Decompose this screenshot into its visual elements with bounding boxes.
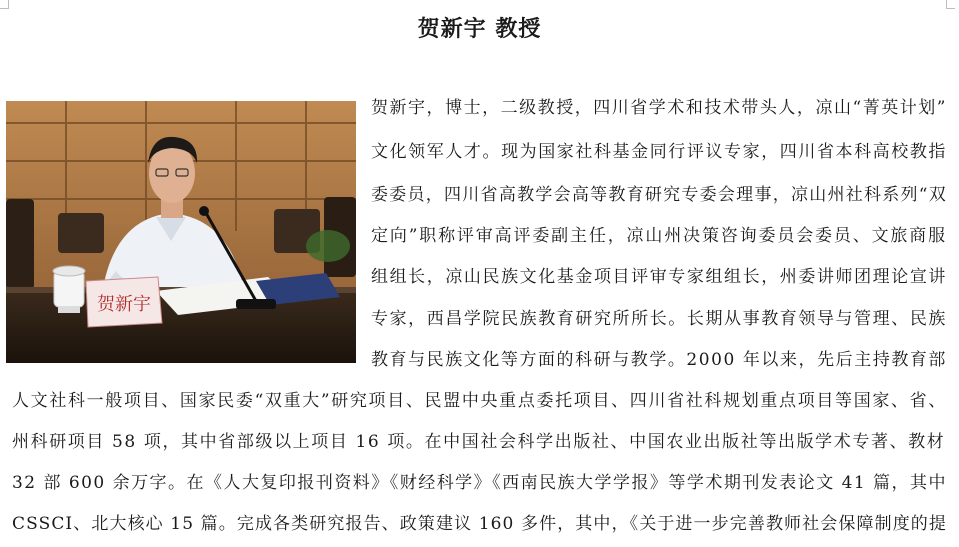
- paragraph-line: 定向”职称评审高评委副主任，凉山州决策咨询委员会委员、文旅商服: [371, 226, 947, 246]
- page-corner-mark-right: [946, 0, 955, 9]
- page-corner-mark-left: [0, 0, 9, 9]
- nameplate-text: 贺新宇: [97, 294, 151, 315]
- paragraph-line: 文化领军人才。现为国家社科基金同行评议专家，四川省本科高校教指: [371, 142, 948, 162]
- paragraph-line: 组组长，凉山民族文化基金项目评审专家组组长，州委讲师团理论宣讲: [371, 267, 948, 287]
- paragraph-line: 委委员，四川省高教学会高等教育研究专委会理事，凉山州社科系列“双: [371, 185, 947, 205]
- paragraph-line: 32 部 600 余万字。在《人大复印报刊资料》《财经科学》《西南民族大学学报》等学术期刊发表论文 41 篇，其中: [12, 473, 947, 493]
- profile-photo: [6, 101, 356, 363]
- paragraph-line: 州科研项目 58 项，其中省部级以上项目 16 项。在中国社会科学出版社、中国农业出版社等出版学术专著、教材: [12, 432, 946, 452]
- paragraph-line: 教育与民族文化等方面的科研与教学。2000 年以来，先后主持教育部: [371, 350, 947, 370]
- profile-title: 贺新宇 教授: [417, 17, 542, 42]
- paragraph-line: 贺新宇，博士，二级教授，四川省学术和技术带头人，凉山“菁英计划”: [371, 98, 947, 118]
- paragraph-line: 专家，西昌学院民族教育研究所所长。长期从事教育领导与管理、民族: [371, 309, 948, 329]
- paragraph-line: CSSCI、北大核心 15 篇。完成各类研究报告、政策建议 160 多件，其中，《关于进一步完善教师社会保障制度的提: [12, 514, 948, 534]
- paragraph-line: 人文社科一般项目、国家民委“双重大”研究项目、民盟中央重点委托项目、四川省社科规划重点项目等国家、省、: [12, 391, 947, 411]
